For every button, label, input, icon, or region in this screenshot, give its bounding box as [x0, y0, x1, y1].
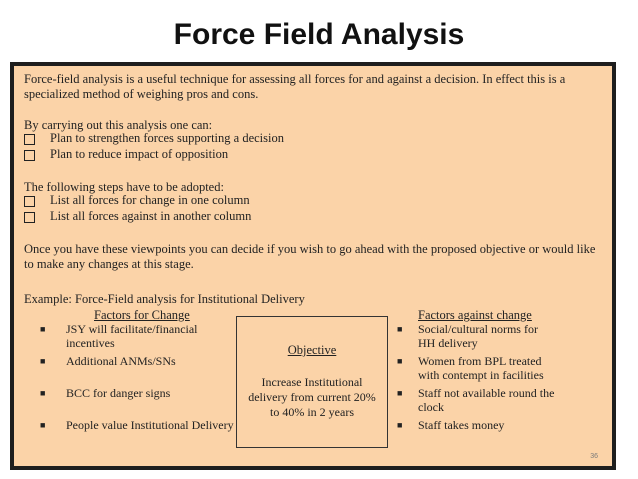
objective-heading: Objective: [287, 343, 337, 357]
carrying-out-item: Plan to strengthen forces supporting a decision: [50, 131, 284, 145]
bullet-icon: ■: [397, 324, 403, 334]
factor-against-item: Women from BPL treated with contempt in facilities: [418, 354, 544, 382]
once-paragraph: Once you have these viewpoints you can decide if you wish to go ahead with the proposed objective or would like to make any changes at this stage.: [24, 242, 596, 271]
factor-against-item: Staff not available round the clock: [418, 386, 555, 414]
factor-for-item: BCC for danger signs: [66, 386, 171, 400]
objective-box: [236, 316, 388, 448]
checkbox-icon: [24, 150, 35, 161]
steps-item: List all forces for change in one column: [50, 193, 250, 207]
content-panel: [10, 62, 616, 470]
factor-for-item: JSY will facilitate/financial incentives: [66, 322, 198, 350]
checkbox-icon: [24, 212, 35, 223]
bullet-icon: ■: [397, 420, 403, 430]
factors-for-heading: Factors for Change: [94, 308, 190, 322]
slide-title: Force Field Analysis: [173, 18, 465, 51]
factor-against-item: Staff takes money: [418, 418, 505, 432]
objective-text: Increase Institutional delivery from current 20% to 40% in 2 years: [248, 375, 376, 419]
factor-against-item: Social/cultural norms for HH delivery: [418, 322, 538, 350]
page-number: 36: [590, 453, 598, 460]
bullet-icon: ■: [397, 356, 403, 366]
bullet-icon: ■: [40, 420, 46, 430]
factor-for-item: People value Institutional Delivery: [66, 418, 234, 432]
factor-for-item: Additional ANMs/SNs: [66, 354, 176, 368]
bullet-icon: ■: [40, 388, 46, 398]
bullet-icon: ■: [40, 356, 46, 366]
checkbox-icon: [24, 134, 35, 145]
steps-item: List all forces against in another column: [50, 209, 252, 223]
carrying-out-item: Plan to reduce impact of opposition: [50, 147, 229, 161]
carrying-out-heading: By carrying out this analysis one can:: [24, 118, 213, 132]
steps-heading: The following steps have to be adopted:: [24, 180, 224, 194]
factors-against-heading: Factors against change: [418, 308, 532, 322]
checkbox-icon: [24, 196, 35, 207]
intro-paragraph: Force-field analysis is a useful technique for assessing all forces for and against a decision. In effect this is a specialized method of weighing pros and cons.: [24, 72, 566, 101]
example-heading: Example: Force-Field analysis for Institutional Delivery: [24, 292, 305, 306]
bullet-icon: ■: [397, 388, 403, 398]
bullet-icon: ■: [40, 324, 46, 334]
